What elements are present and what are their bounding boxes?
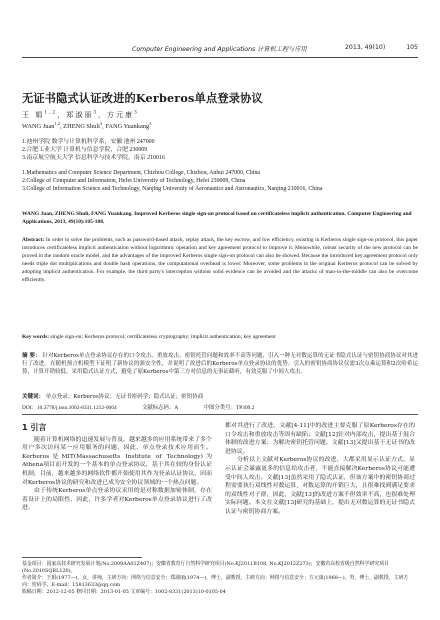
abstract-text-cn: 针对Kerberos单点登录协议存在的口令攻击、重放攻击、密钥托管问题和效率不高等问题，引入一种无对数运算的无证书隐式认证与密钥协商协议对其进行了改进。在随机预言机模型下证明了新协议的强安全性，并说明了改进后的Kerberos单点登录协议的优势。引入的密钥协商协议仅需3次点乘运算和2次哈希运算，计算开销较低。采用隐式认证方式，避免了原Kerberos中第三方对信息的无事证截听，有效克服了中间人攻击。: [22, 353, 419, 375]
affiliations-chinese: [22, 138, 165, 162]
keywords-chinese: [22, 392, 418, 400]
footnote-divider: [22, 557, 142, 558]
section-heading: 1 引言: [22, 423, 47, 432]
clc-number: 中图分类号：TP309.2: [203, 405, 255, 411]
keywords-label-cn: 关键词：: [22, 394, 45, 400]
page-number: 105: [406, 44, 418, 51]
footnote-authors: 作者简介：王娟(1977—)，女，讲师，主研方向：网络与信息安全；郑淑丽(1974—)，博士，副教授，主研方向：网络与信息安全；方元康(1968—)，男，博士，副教授，主研方向：密码学。E-mail：15813633@qq.com: [22, 575, 409, 588]
affiliation-item: 3.南京航空航天大学 信息科学与技术学院，南京 210016: [22, 155, 165, 161]
keywords-english: [22, 333, 418, 341]
footnote-dates: 收稿日期：2012-12-05 修回日期：2013-01-05 文章编号：1002-8331(2013)10-0105-04: [22, 589, 226, 595]
affiliation-item: 3.College of Information Science and Technology, Nanjing University of Aeronautics and Astronautics, Nanjing 210016, China: [22, 186, 323, 192]
doi: DOI：10.3778/j.issn.1002-8331.1212-0064: [22, 405, 117, 411]
document-code: 文献标志码：A: [142, 405, 179, 411]
abstract-chinese: [22, 352, 418, 376]
affiliation-item: 1.池州学院 数学与计算机科学系，安徽 池州 247000: [22, 139, 155, 145]
issue-info: 2013, 49(10): [345, 44, 386, 51]
abstract-label-cn: 摘 要：: [22, 353, 41, 359]
affiliation-item: 2.College of Computer and Information, Hefei University of Technology, Hefei 230009, China: [22, 178, 246, 184]
body-paragraph: 都对其进行了改进。文献[4-11]中的改进主要克服了原Kerberos存在的口令攻击和重放攻击等固有缺陷；文献[12]针对内部攻击，提出基于混合体制的改进方案；为解决密钥托管问题，文献[13]又提出基于无证书的改进协议。: [225, 423, 415, 455]
abstract-text: In order to solve the problems, such as password-based attack, replay attack, the key escrow, and low efficiency, existing in Kerberos single sign-on protocol, this paper introduces certificateless implicit authentication without logarithmic operation and key agreement protocol to improve it. Meanwhile, robust security of the new protocol can be proved in the random oracle model, and the advantages of the improved Kerberos single sign-on protocol can also be showed. Because the introduced key agreement protocol only needs triple dot multiplications and double hash operations, the computational overhead is lower. Moreover, some problems in the original Kerberos protocol can be solved by adopting implicit authentication. For example, the third party's interception without solid evidence can be avoided and the attacks of man-in-the-middle can also be overcome efficiently.: [22, 237, 418, 284]
body-paragraph: 随着计算机网络的迅速发展与普及，越来越多的应用系统带来了多个用户多次访问某一应用服务的问题，因此，单点登录技术应用而生。Kerberos是MIT(Massachusetts Institute of Technology)为Athena项目而开发的一个基本的单点登录协议，基于其在较的身份认证机制，目前，越来越多的网络软件都开始使用其作为登录认证协议，因而对Kerberos协议的研究和改进已成为安全协议领域的一个热点问题。: [22, 436, 212, 486]
body-paragraph: 由于传统Kerberos单点登录协议采用的是对称数据加密体制，存在着设计上的局限性，因此，许多学者对Kerberos单点登录协议进行了改进。: [22, 488, 212, 512]
running-header: [22, 44, 418, 56]
body-column-left: [22, 422, 212, 513]
keywords-text-cn: 单点登录；Kerberos协议；无证书密码学；隐式认证；密钥协商: [45, 394, 204, 400]
authors-chinese: 王 娟$^{1,2}$，郑淑丽$^3$，方元康$^3$: [22, 110, 139, 119]
affiliation-item: 1.Mathematics and Computer Science Department, Chizhou College, Chizhou, Anhui 247000, China: [22, 170, 261, 176]
footnotes: [22, 561, 418, 596]
abstract-english: [22, 236, 418, 284]
article-metadata: [22, 403, 418, 411]
metadata-divider: [22, 414, 418, 415]
journal-name: Computer Engineering and Applications 计算机工程与应用: [132, 46, 307, 53]
citation-line: WANG Juan, ZHENG Shuli, FANG Yuankang. Improved Kerberos single sign-on protocol based on certificateless implicit authentication. Computer Engineering and Applications, 2013, 49(10):105-108.: [22, 211, 412, 225]
header-divider: [22, 57, 418, 58]
footnote-funding: 基金项目：国家高技术研究发展计划(No.2009AA01Z407)；安徽省教育厅自然科学研究项目(No.KJ2011B108, No.KJ2012Z273)；安徽省高校省级自然科学研究项目(No.2010SQRL120)。: [22, 561, 389, 574]
keywords-text: single sign-on; Kerberos protocol; certificateless cryptography; implicit authentication; key agreement: [50, 334, 276, 340]
authors-english: WANG Juan$^{1,2}$, ZHENG Shuli$^3$, FANG Yuankang$^3$: [22, 121, 152, 131]
affiliations-english: [22, 169, 322, 193]
affiliation-item: 2.合肥工业大学 计算机与信息学院，合肥 230009: [22, 147, 148, 153]
body-column-right: [225, 422, 415, 517]
paper-title: 无证书隐式认证改进的Kerberos单点登录协议: [22, 91, 263, 105]
abstract-label: Abstract:: [22, 237, 45, 243]
keywords-label: Key words:: [22, 334, 50, 340]
body-paragraph: 分析以上文献对Kerberos协议的改进，大都采用显示认证方式，显示认证会暴露更多的信息给攻击者，不能直接解决Kerberos协议可能遭受中间人攻击。文献[13]虽然采用了隐式认证，但该方案中的密钥协商过程需要执行双线性对数运算，对数运算的开销巨大，且很难找到满足要求的双线性对子群，因此，文献[13]的改进方案不但效率不高，也很难处理实际问题。本文在文献[13]研究的基础上，提出无对数运算的无证书隐式认证与密钥协商方案。: [225, 457, 415, 515]
